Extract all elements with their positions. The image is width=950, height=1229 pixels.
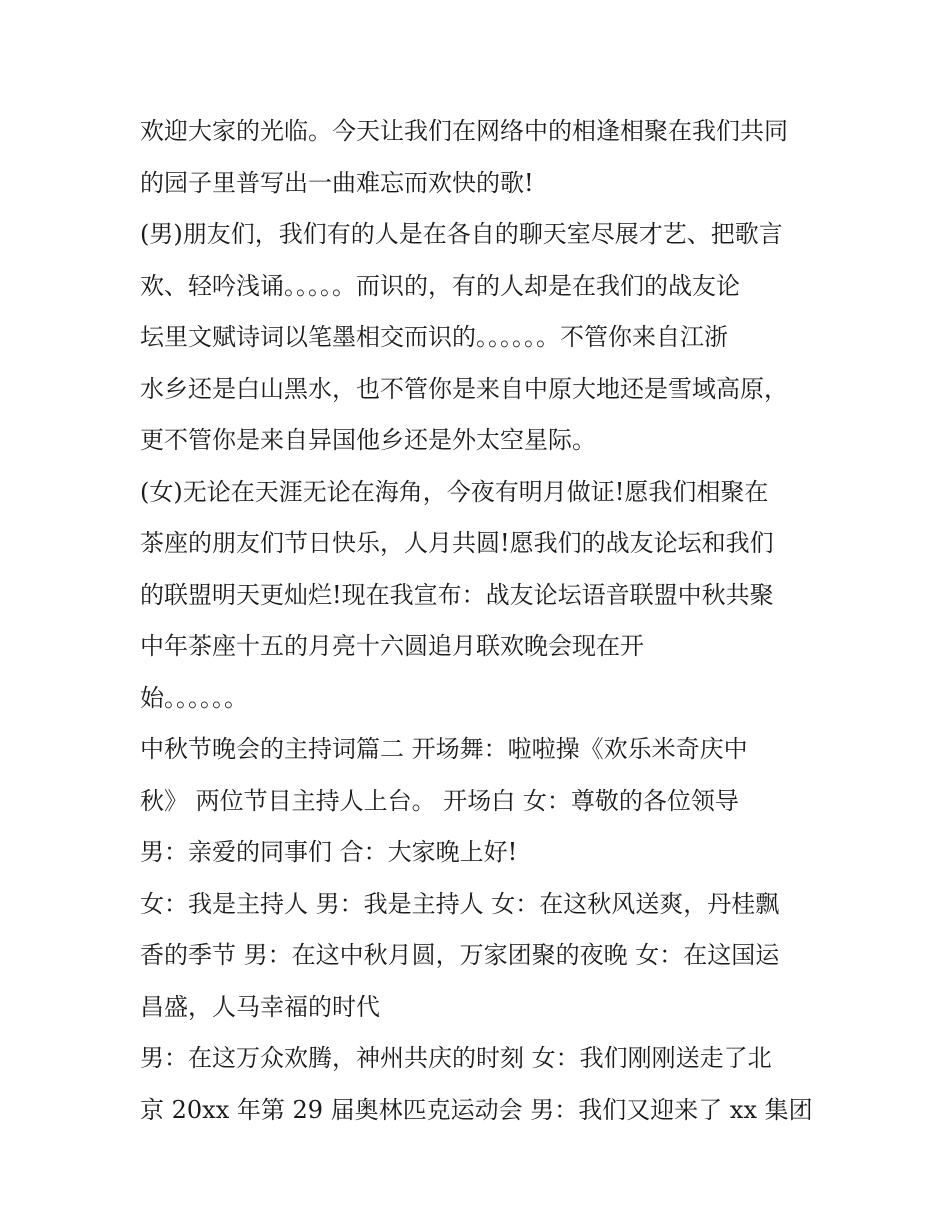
- text-line: 男：亲爱的同事们 合：大家晚上好!: [140, 838, 518, 866]
- text-line: (男)朋友们，我们有的人是在各自的聊天室尽展才艺、把歌言: [140, 220, 783, 248]
- text-line: 中年茶座十五的月亮十六圆追月联欢晚会现在开: [140, 632, 644, 660]
- text-line: (女)无论在天涯无论在海角，今夜有明月做证!愿我们相聚在: [140, 477, 769, 506]
- text-line: 男：在这万众欢腾，神州共庆的时刻 女：我们刚刚送走了北: [140, 1044, 772, 1072]
- text-line: 的联盟明天更灿烂!现在我宣布：战友论坛语音联盟中秋共聚: [140, 580, 774, 609]
- text-line: 香的季节 男：在这中秋月圆，万家团聚的夜晚 女：在这国运: [140, 941, 780, 969]
- text-line: 欢迎大家的光临。今天让我们在网络中的相逢相聚在我们共同: [140, 117, 788, 145]
- text-line: 秋》 两位节目主持人上台。 开场白 女：尊敬的各位领导: [140, 786, 739, 815]
- text-line: 水乡还是白山黑水，也不管你是来自中原大地还是雪域高原，: [140, 374, 788, 403]
- text-line: 坛里文赋诗词以笔墨相交而识的。。。。。。不管你来自江浙: [140, 323, 728, 351]
- text-line: 欢、轻吟浅诵。。。。。而识的，有的人却是在我们的战友论: [140, 271, 740, 300]
- text-line: 茶座的朋友们节日快乐，人月共圆!愿我们的战友论坛和我们: [140, 529, 774, 557]
- text-line: 始。。。。。。: [140, 683, 248, 712]
- document-body: [140, 106, 820, 1136]
- text-line: 更不管你是来自异国他乡还是外太空星际。: [140, 426, 596, 454]
- text-line: 中秋节晚会的主持词篇二 开场舞：啦啦操《欢乐米奇庆中: [140, 735, 748, 763]
- text-line: 昌盛，人马幸福的时代: [140, 992, 380, 1021]
- text-line: 的园子里普写出一曲难忘而欢快的歌!: [140, 168, 534, 197]
- text-line: 京 20xx 年第 29 届奥林匹克运动会 男：我们又迎来了 xx 集团: [140, 1095, 813, 1124]
- text-line: 女：我是主持人 男：我是主持人 女：在这秋风送爽，丹桂飘: [140, 889, 780, 918]
